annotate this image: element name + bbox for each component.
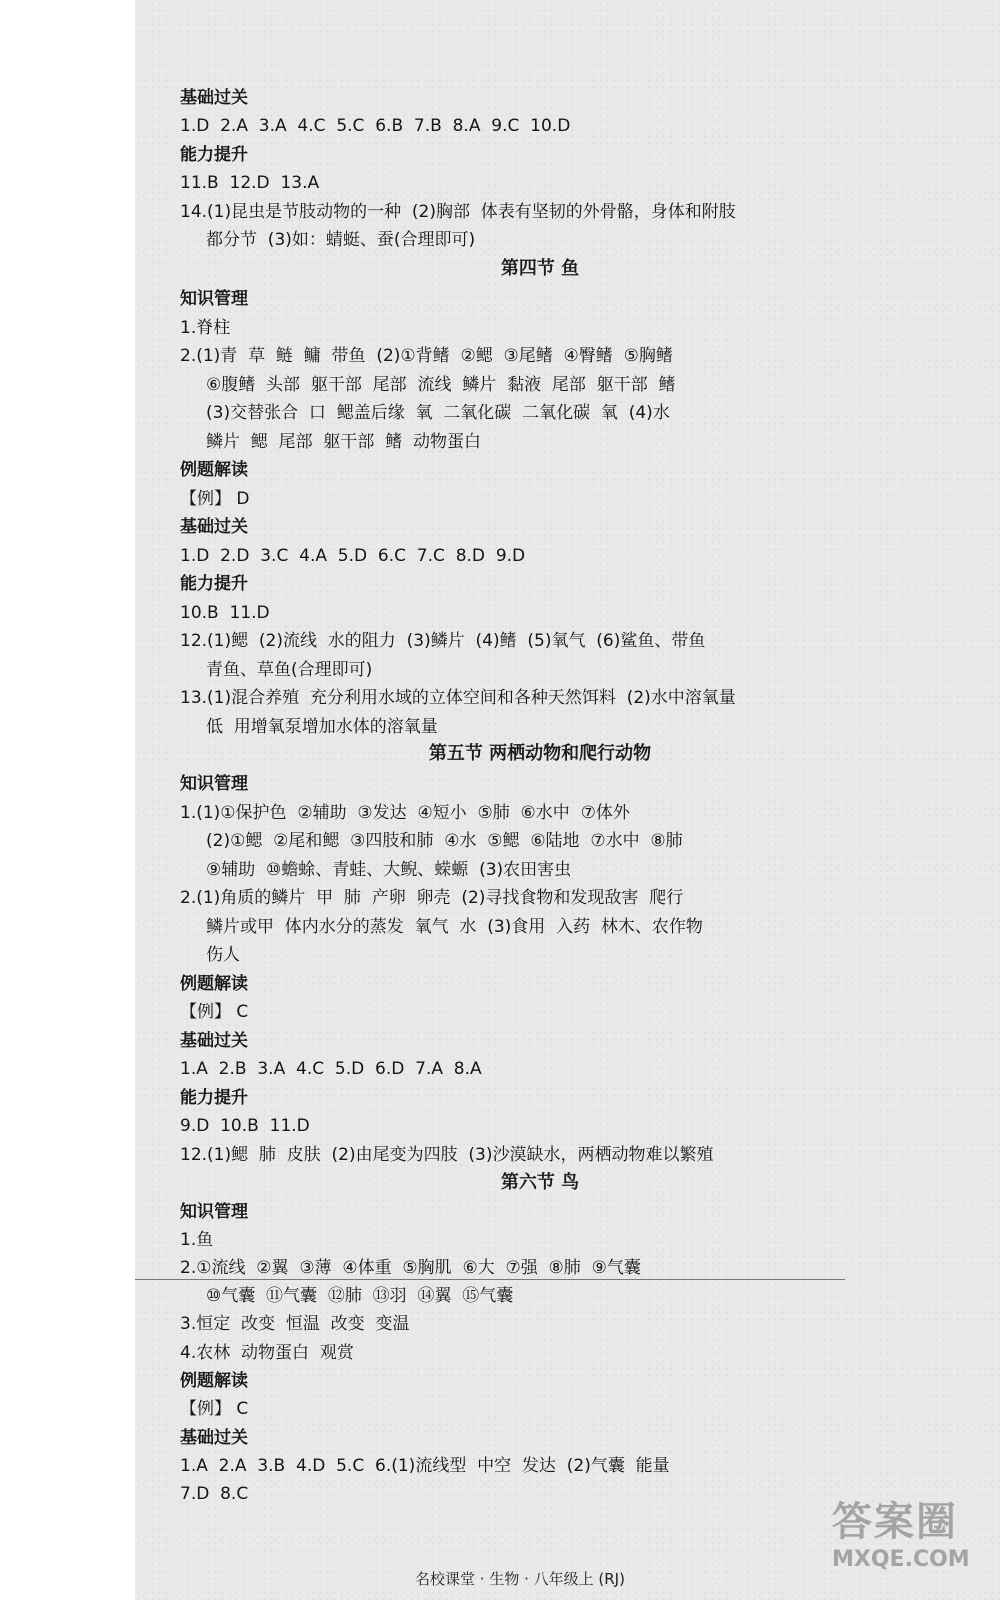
- watermark-logo: [832, 1498, 982, 1593]
- answer-line: 2.(1)青 草 鲢 鳙 带鱼 (2)①背鳍 ②鳃 ③尾鳍 ④臀鳍 ⑤胸鳍: [180, 346, 673, 366]
- heading-knowledge: 知识管理: [180, 1202, 248, 1222]
- answer-line: 7.D 8.C: [180, 1484, 249, 1504]
- answer-line: (3)交替张合 口 鳃盖后缘 氧 二氧化碳 二氧化碳 氧 (4)水: [206, 403, 670, 423]
- answer-line: ⑨辅助 ⑩蟾蜍、青蛙、大鲵、蝾螈 (3)农田害虫: [206, 860, 572, 880]
- heading-basic: 基础过关: [180, 1428, 248, 1448]
- heading-ability: 能力提升: [180, 145, 248, 165]
- page-footer: 名校课堂 · 生物 · 八年级上 (RJ): [415, 1570, 625, 1588]
- answer-line: 鳞片 鳃 尾部 躯干部 鳍 动物蛋白: [206, 432, 482, 452]
- heading-example: 例题解读: [180, 974, 248, 994]
- answer-line: 1.(1)①保护色 ②辅助 ③发达 ④短小 ⑤肺 ⑥水中 ⑦体外: [180, 803, 630, 823]
- heading-ability: 能力提升: [180, 574, 248, 594]
- heading-knowledge: 知识管理: [180, 289, 248, 309]
- answer-line: 2.(1)角质的鳞片 甲 肺 产卵 卵壳 (2)寻找食物和发现敌害 爬行: [180, 888, 684, 908]
- heading-basic: 基础过关: [180, 1031, 248, 1051]
- answer-line: 低 用增氧泵增加水体的溶氧量: [206, 717, 438, 737]
- answer-line: 鳞片或甲 体内水分的蒸发 氧气 水 (3)食用 入药 林木、农作物: [206, 917, 703, 937]
- answer-line: ⑩气囊 ⑪气囊 ⑫肺 ⑬羽 ⑭翼 ⑮气囊: [206, 1286, 514, 1306]
- watermark-text-cn: 答案圈: [832, 1499, 958, 1545]
- scan-divider-line: [135, 1279, 845, 1280]
- answer-line: ⑥腹鳍 头部 躯干部 尾部 流线 鳞片 黏液 尾部 躯干部 鳍: [206, 375, 676, 395]
- answer-line: 12.(1)鳃 (2)流线 水的阻力 (3)鳞片 (4)鳍 (5)氧气 (6)鲨鱼、带鱼: [180, 631, 706, 651]
- answer-line: 12.(1)鳃 肺 皮肤 (2)由尾变为四肢 (3)沙漠缺水，两栖动物难以繁殖: [180, 1145, 714, 1165]
- answer-line: 3.恒定 改变 恒温 改变 变温: [180, 1314, 410, 1334]
- answer-line: 2.①流线 ②翼 ③薄 ④体重 ⑤胸肌 ⑥大 ⑦强 ⑧肺 ⑨气囊: [180, 1258, 641, 1278]
- answer-line: 11.B 12.D 13.A: [180, 173, 320, 193]
- answer-line: 1.D 2.D 3.C 4.A 5.D 6.C 7.C 8.D 9.D: [180, 546, 526, 566]
- answer-line: 都分节 (3)如：蜻蜓、蚕(合理即可): [206, 230, 476, 250]
- answer-line: 1.A 2.B 3.A 4.C 5.D 6.D 7.A 8.A: [180, 1059, 482, 1079]
- section-title: 第五节 两栖动物和爬行动物: [428, 743, 652, 764]
- heading-basic: 基础过关: [180, 88, 248, 108]
- answer-line: 1.A 2.A 3.B 4.D 5.C 6.(1)流线型 中空 发达 (2)气囊 能量: [180, 1456, 670, 1476]
- answer-line: 1.鱼: [180, 1230, 214, 1250]
- watermark-text-en: MXQE.COM: [832, 1547, 970, 1572]
- answer-line: (2)①鳃 ②尾和鳃 ③四肢和肺 ④水 ⑤鳃 ⑥陆地 ⑦水中 ⑧肺: [206, 831, 683, 851]
- answer-line: 4.农林 动物蛋白 观赏: [180, 1343, 354, 1363]
- answer-line: 14.(1)昆虫是节肢动物的一种 (2)胸部 体表有坚韧的外骨骼，身体和附肢: [180, 202, 736, 222]
- heading-example: 例题解读: [180, 460, 248, 480]
- section-title: 第四节 鱼: [500, 258, 580, 279]
- answer-line: 1.D 2.A 3.A 4.C 5.C 6.B 7.B 8.A 9.C 10.D: [180, 116, 571, 136]
- example-answer: 【例】 C: [180, 1399, 249, 1419]
- example-answer: 【例】 C: [180, 1002, 249, 1022]
- answer-line: 伤人: [206, 945, 240, 965]
- answer-line: 10.B 11.D: [180, 603, 270, 623]
- heading-ability: 能力提升: [180, 1088, 248, 1108]
- example-answer: 【例】 D: [180, 489, 250, 509]
- answer-line: 1.脊柱: [180, 318, 231, 338]
- heading-knowledge: 知识管理: [180, 774, 248, 794]
- answer-line: 13.(1)混合养殖 充分利用水域的立体空间和各种天然饵料 (2)水中溶氧量: [180, 688, 736, 708]
- answer-line: 青鱼、草鱼(合理即可): [206, 660, 373, 680]
- heading-basic: 基础过关: [180, 517, 248, 537]
- answer-line: 9.D 10.B 11.D: [180, 1116, 310, 1136]
- heading-example: 例题解读: [180, 1371, 248, 1391]
- section-title: 第六节 鸟: [500, 1172, 580, 1193]
